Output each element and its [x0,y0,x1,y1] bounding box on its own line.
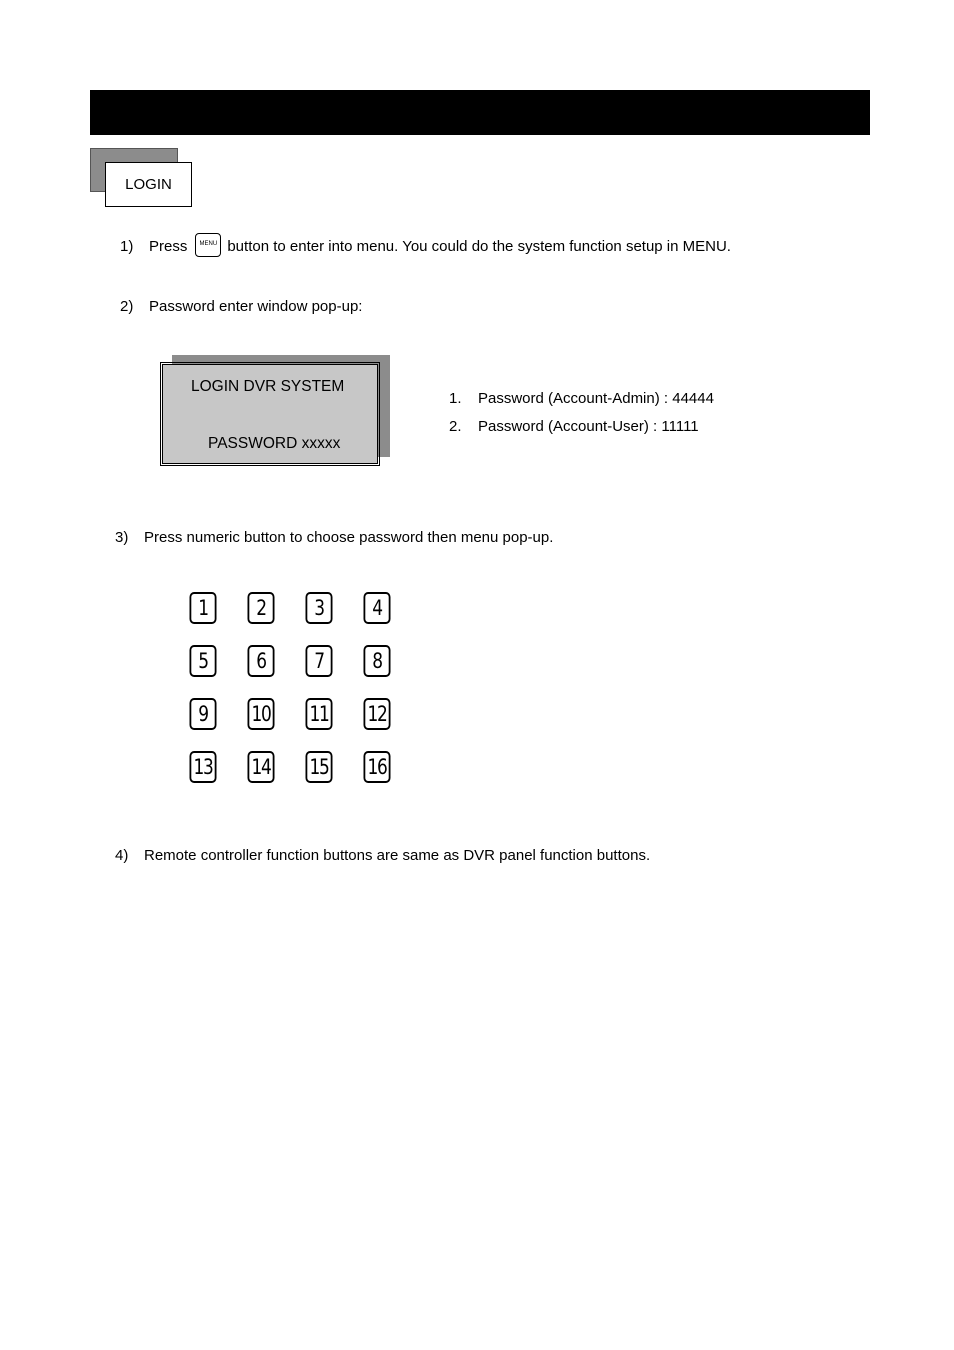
numeric-keypad [188,592,398,787]
numeric-key-13: 13 [190,751,217,783]
numeric-key-10: 10 [248,698,275,730]
numeric-key-7: 7 [306,645,333,677]
step-3-text: Press numeric button to choose password then menu pop-up. [144,529,554,546]
step-1-press-text: Press [149,238,188,255]
popup-title: LOGIN DVR SYSTEM [191,378,345,395]
numeric-key-6: 6 [248,645,275,677]
step-2 [120,298,362,315]
numeric-key-12: 12 [364,698,391,730]
password-list-item: 2. Password (Account-User) : 11111 [449,418,699,435]
popup-password-field: PASSWORD xxxxx [208,435,341,452]
password-list [449,390,714,446]
numeric-key-3: 3 [306,592,333,624]
section-tab-login: LOGIN [105,162,192,207]
password-list-item: 1. Password (Account-Admin) : 44444 [449,390,714,407]
numeric-key-9: 9 [190,698,217,730]
numeric-key-8: 8 [364,645,391,677]
header-bar [90,90,870,135]
step-4 [115,847,650,864]
numeric-key-16: 16 [364,751,391,783]
step-4-text: Remote controller function buttons are same as DVR panel function buttons. [144,847,651,864]
step-2-number: 2) [120,298,134,315]
numeric-key-11: 11 [306,698,333,730]
numeric-key-4: 4 [364,592,391,624]
step-1 [120,233,731,257]
numeric-key-5: 5 [190,645,217,677]
step-1-number: 1) [120,238,134,255]
numeric-key-1: 1 [190,592,217,624]
numeric-key-14: 14 [248,751,275,783]
menu-key-icon: MENU [195,233,221,257]
numeric-key-15: 15 [306,751,333,783]
step-1-text: button to enter into menu. You could do the system function setup in MENU. [227,238,731,255]
step-2-text: Password enter window pop-up: [149,298,363,315]
step-3 [115,529,553,546]
step-4-number: 4) [115,847,129,864]
step-3-number: 3) [115,529,129,546]
numeric-key-2: 2 [248,592,275,624]
